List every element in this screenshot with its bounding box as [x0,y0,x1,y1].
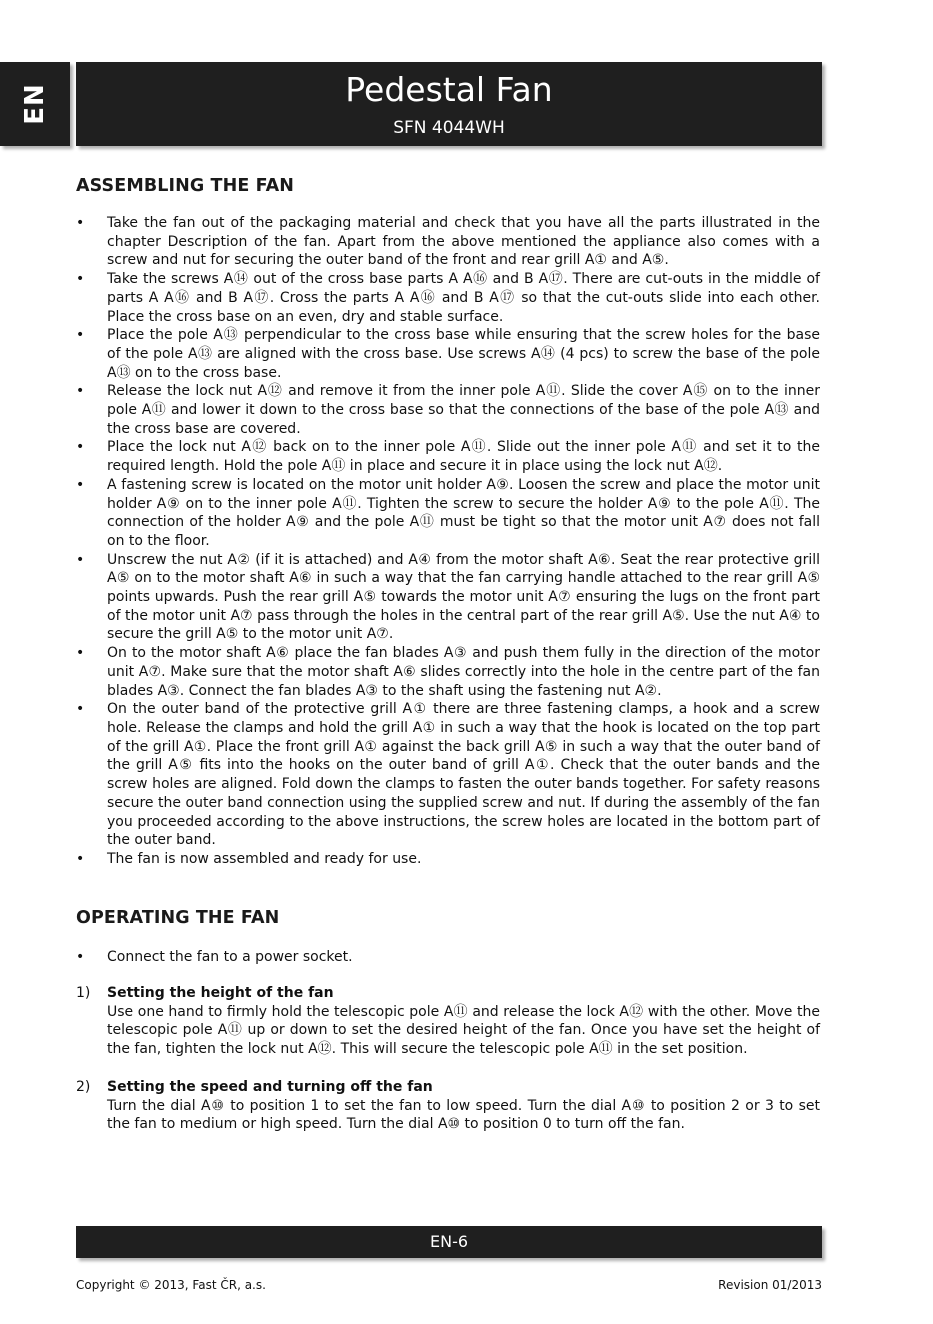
page-number: EN-6 [429,1232,469,1251]
assembly-instructions-list [76,214,820,869]
revision-label: Revision 01/2013 [718,1278,822,1292]
step-text: Turn the dial A⑩ to position 1 to set the fan to low speed. Turn the dial A⑩ to position 2 or 3 to set the fan to medium or high speed. Turn the dial A⑩ to position 0 to turn off the fan. [107,1097,820,1133]
list-item: • On to the motor shaft A⑥ place the fan blades A③ and push them fully in the direction of the motor unit A⑦. Make sure that the motor shaft A⑥ slides correctly into the hole in the centre part of the fan blades A③. Connect the fan blades A③ to the shaft using the fastening nut A②. [76,644,820,700]
list-item: • The fan is now assembled and ready for use. [76,850,820,869]
section-heading-operating: OPERATING THE FAN [76,908,280,928]
language-label: EN [20,83,50,125]
copyright-notice: Copyright © 2013, Fast ČR, a.s. [76,1278,266,1292]
list-item: • Place the lock nut A⑫ back on to the inner pole A⑪. Slide out the inner pole A⑪ and set it to the required length. Hold the pole A⑪ in place and secure it in place using the lock nut A⑫. [76,438,820,475]
step-title: Setting the height of the fan [107,985,334,1001]
step-height [76,984,820,1059]
step-text: Use one hand to firmly hold the telescopic pole A⑪ and release the lock A⑫ with the other. Move the telescopic pole A⑪ up or down to set the desired height of the fan. Once you have set the height of the fan, tighten the lock nut A⑫. This will secure the telescopic pole A⑪ in the set position. [107,1003,820,1058]
list-item: • A fastening screw is located on the motor unit holder A⑨. Loosen the screw and place the motor unit holder A⑨ on to the inner pole A⑪. Tighten the screw to secure the holder A⑨ to the pole A⑪. The connection of the holder A⑨ and the pole A⑪ must be tight so that the motor unit A⑦ does not fall on to the floor. [76,476,820,551]
header-bar [76,62,822,146]
step-number: 1) [76,985,91,1001]
step-title: Setting the speed and turning off the fan [107,1078,433,1095]
list-item: • Take the screws A⑭ out of the cross base parts A A⑯ and B A⑰. There are cut-outs in the middle of parts A A⑯ and B A⑰. Cross the parts A A⑯ and B A⑰ so that the cut-outs slide into each other. Place the cross base on an even, dry and stable surface. [76,270,820,326]
list-item: • Place the pole A⑬ perpendicular to the cross base while ensuring that the screw holes for the base of the pole A⑬ are aligned with the cross base. Use screws A⑭ (4 pcs) to screw the base of the pole A⑬ on to the cross base. [76,326,820,382]
model-number: SFN 4044WH [393,118,505,138]
list-item: • Connect the fan to a power socket. [76,948,820,967]
footer-bar [76,1226,822,1258]
operating-bullet-list [76,948,820,967]
language-tab [0,62,70,146]
section-heading-assembling: ASSEMBLING THE FAN [76,176,295,196]
list-item: • On the outer band of the protective grill A① there are three fastening clamps, a hook and a screw hole. Release the clamps and hold the grill A① in such a way that the hook is located on the top part of the grill A①. Place the front grill A① against the back grill A⑤ in such a way that the outer band of the grill A⑤ fits into the hooks on the outer band of grill A①. Check that the outer bands and the screw holes are aligned. Fold down the clamps to fasten the outer bands together. For safety reasons secure the outer band connection using the supplied screw and nut. If during the assembly of the fan you proceeded according to the above instructions, the screw holes are located in the bottom part of the outer band. [76,700,820,850]
list-item: • Unscrew the nut A② (if it is attached) and A④ from the motor shaft A⑥. Seat the rear protective grill A⑤ on to the motor shaft A⑥ in such a way that the fan carrying handle attached to the rear grill A⑤ points upwards. Push the rear grill A⑤ towards the motor unit A⑦ ensuring the lugs on the front part of the motor unit A⑦ pass through the holes in the central part of the rear grill A⑤. Use the nut A④ to secure the grill A⑤ to the motor unit A⑦. [76,551,820,645]
list-item: • Take the fan out of the packaging material and check that you have all the parts illustrated in the chapter Description of the fan. Apart from the above mentioned the appliance also comes with a screw and nut for securing the outer band of the front and rear grill A① and A⑤. [76,214,820,270]
list-item: • Release the lock nut A⑫ and remove it from the inner pole A⑪. Slide the cover A⑮ on to the inner pole A⑪ and lower it down to the cross base so that the connections of the base of the pole A⑬ and the cross base are covered. [76,382,820,438]
step-number: 2) [76,1078,91,1095]
page-title: Pedestal Fan [345,70,553,109]
step-speed [76,1078,820,1134]
operating-steps [76,984,820,1153]
